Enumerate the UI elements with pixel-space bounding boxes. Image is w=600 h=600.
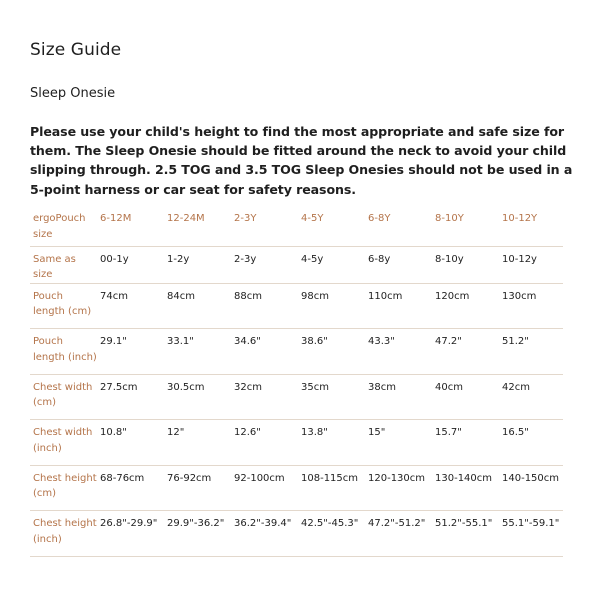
table-cell: 92-100cm [231, 465, 298, 511]
table-cell: 47.2"-51.2" [365, 511, 432, 557]
table-cell: 1-2y [164, 246, 231, 283]
page-title: Size Guide [30, 40, 122, 60]
table-cell: 33.1" [164, 329, 231, 375]
row-label: Chest height (cm) [30, 465, 97, 511]
table-cell: 32cm [231, 374, 298, 420]
table-row-same-as-size [30, 246, 563, 283]
column-header-6-12m: 6-12M [97, 206, 164, 246]
row-label: Same as size [30, 246, 97, 283]
table-cell: 16.5" [499, 420, 563, 466]
table-cell: 42cm [499, 374, 563, 420]
column-header-8-10y: 8-10Y [432, 206, 499, 246]
table-header-row [30, 206, 563, 246]
row-label: Pouch length (cm) [30, 283, 97, 329]
product-subtitle: Sleep Onesie [30, 86, 116, 101]
table-cell: 120cm [432, 283, 499, 329]
table-cell: 00-1y [97, 246, 164, 283]
table-cell: 12" [164, 420, 231, 466]
table-cell: 35cm [298, 374, 365, 420]
table-cell: 8-10y [432, 246, 499, 283]
table-cell: 29.1" [97, 329, 164, 375]
table-cell: 110cm [365, 283, 432, 329]
table-row-chest-height-cm [30, 465, 563, 511]
table-cell: 98cm [298, 283, 365, 329]
table-cell: 42.5"-45.3" [298, 511, 365, 557]
table-cell: 130cm [499, 283, 563, 329]
table-cell: 40cm [432, 374, 499, 420]
table-cell: 4-5y [298, 246, 365, 283]
table-cell: 34.6" [231, 329, 298, 375]
table-cell: 140-150cm [499, 465, 563, 511]
table-cell: 10.8" [97, 420, 164, 466]
table-cell: 51.2"-55.1" [432, 511, 499, 557]
column-header-4-5y: 4-5Y [298, 206, 365, 246]
table-cell: 43.3" [365, 329, 432, 375]
table-row-chest-width-inch [30, 420, 563, 466]
table-cell: 13.8" [298, 420, 365, 466]
table-cell: 6-8y [365, 246, 432, 283]
table-cell: 29.9"-36.2" [164, 511, 231, 557]
table-cell: 68-76cm [97, 465, 164, 511]
table-cell: 30.5cm [164, 374, 231, 420]
table-row-pouch-length-inch [30, 329, 563, 375]
size-table [30, 206, 563, 557]
table-row-pouch-length-cm [30, 283, 563, 329]
table-cell: 130-140cm [432, 465, 499, 511]
column-header-12-24m: 12-24M [164, 206, 231, 246]
table-cell: 108-115cm [298, 465, 365, 511]
table-cell: 15" [365, 420, 432, 466]
table-cell: 10-12y [499, 246, 563, 283]
table-cell: 2-3y [231, 246, 298, 283]
table-row-chest-width-cm [30, 374, 563, 420]
row-label: Chest height (inch) [30, 511, 97, 557]
row-label: Pouch length (inch) [30, 329, 97, 375]
table-cell: 88cm [231, 283, 298, 329]
table-cell: 74cm [97, 283, 164, 329]
row-label: Chest width (cm) [30, 374, 97, 420]
column-header-6-8y: 6-8Y [365, 206, 432, 246]
table-cell: 15.7" [432, 420, 499, 466]
table-cell: 38cm [365, 374, 432, 420]
column-header-2-3y: 2-3Y [231, 206, 298, 246]
table-cell: 47.2" [432, 329, 499, 375]
table-cell: 55.1"-59.1" [499, 511, 563, 557]
table-cell: 120-130cm [365, 465, 432, 511]
column-header-10-12y: 10-12Y [499, 206, 563, 246]
column-header-size-label: ergoPouch size [30, 206, 97, 246]
table-cell: 84cm [164, 283, 231, 329]
table-cell: 38.6" [298, 329, 365, 375]
table-cell: 36.2"-39.4" [231, 511, 298, 557]
table-cell: 26.8"-29.9" [97, 511, 164, 557]
table-cell: 27.5cm [97, 374, 164, 420]
table-cell: 76-92cm [164, 465, 231, 511]
table-cell: 51.2" [499, 329, 563, 375]
table-row-chest-height-inch [30, 511, 563, 557]
row-label: Chest width (inch) [30, 420, 97, 466]
table-cell: 12.6" [231, 420, 298, 466]
safety-instructions: Please use your child's height to find the most appropriate and safe size for them. The Sleep Onesie should be fitted around the neck to avoid your child slipping through. 2.5 TOG and 3.5 TOG Sleep Onesies should not be used in a 5-point harness or car seat for safety reasons. [30, 124, 573, 197]
